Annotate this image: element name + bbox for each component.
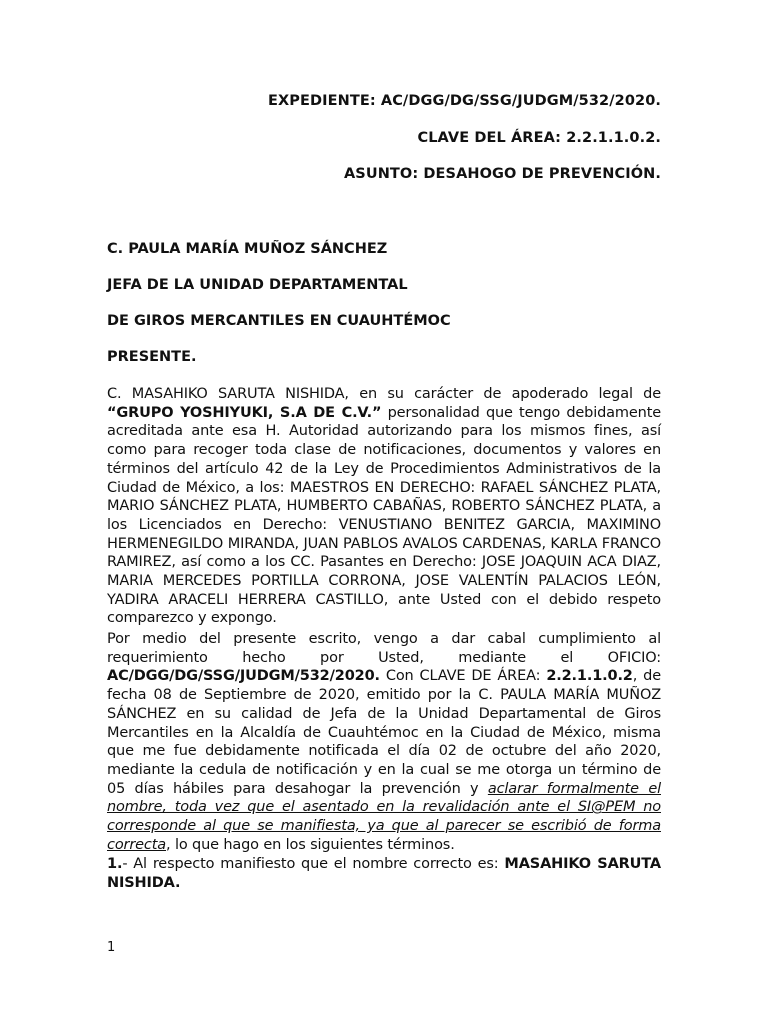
page-number: 1 [107, 940, 116, 955]
paragraph-1-text-a: C. MASAHIKO SARUTA NISHIDA, en su carácter de apoderado legal de [107, 386, 661, 402]
presente-line: PRESENTE. [107, 349, 197, 365]
paragraph-3-text: - Al respecto manifiesto que el nombre correcto es: [122, 856, 505, 872]
clave-number: 2.2.1.1.0.2 [546, 668, 633, 685]
emphasized-request: aclarar formalmente el nombre, toda vez que el asentado en la revalidación ante el SI@PEM no corresponde al que se manifiesta, ya que al parecer se escribió de forma correcta [107, 780, 661, 853]
paragraph-2-text-c: , de fecha 08 de Septiembre de 2020, emitido por la C. PAULA MARÍA MUÑOZ SÁNCHEZ en su calidad de Jefa de la Unidad Departamental de Giros Mercantiles en la Alcaldía de Cuauhtémoc en la Ciudad de México, misma que me fue debidamente notificada el día 02 de octubre del año 2020, mediante la cedula de notificación y en la cual se me otorga un término de 05 días hábiles para desahogar la prevención y [107, 668, 662, 797]
addressee-title-1: JEFA DE LA UNIDAD DEPARTAMENTAL [107, 277, 408, 293]
addressee-name: C. PAULA MARÍA MUÑOZ SÁNCHEZ [107, 241, 388, 257]
paragraph-compliance [107, 630, 661, 854]
paragraph-2-text-b: Con CLAVE DE ÁREA: [379, 668, 547, 685]
asunto-line: ASUNTO: DESAHOGO DE PREVENCIÓN. [343, 166, 661, 182]
clave-area-line: CLAVE DEL ÁREA: 2.2.1.1.0.2. [417, 130, 661, 146]
item-number: 1. [107, 856, 123, 872]
paragraph-declaration [107, 855, 661, 892]
correct-name: MASAHIKO SARUTA NISHIDA. [107, 856, 661, 891]
company-name: “GRUPO YOSHIYUKI, S.A DE C.V.” [107, 404, 382, 421]
paragraph-1-text-b: personalidad que tengo debidamente acreditada ante esa H. Autoridad autorizando para los mismos fines, así como para recoger toda clase de notificaciones, documentos y valores en términos del artículo 42 de la Ley de Procedimientos Administrativos de la Ciudad de México, a los: MAESTROS EN DERECHO: RAFAEL SÁNCHEZ PLATA, MARIO SÁNCHEZ PLATA, HUMBERTO CABAÑAS, ROBERTO SÁNCHEZ PLATA, a los Licenciados en Derecho: VENUSTIANO BENITEZ GARCIA, MAXIMINO HERMENEGILDO MIRANDA, JUAN PABLOS AVALOS CARDENAS, KARLA FRANCO RAMIREZ, así como a los CC. Pasantes en Derecho: JOSE JOAQUIN ACA DIAZ, MARIA MERCEDES PORTILLA CORRONA, JOSE VALENTÍN PALACIOS LEÓN, YADIRA ARACELI HERRERA CASTILLO, ante Usted con el debido respeto comparezco y expongo. [107, 404, 661, 627]
paragraph-2-text-a: Por medio del presente escrito, vengo a dar cabal cumplimiento al requerimiento hecho por Usted, mediante el OFICIO: [107, 631, 661, 666]
oficio-number: AC/DGG/DG/SSG/JUDGM/532/2020. [107, 668, 380, 685]
paragraph-2-text-d: , lo que hago en los siguientes términos. [166, 836, 455, 853]
paragraph-authorization [107, 385, 661, 628]
addressee-title-2: DE GIROS MERCANTILES EN CUAUHTÉMOC [107, 313, 451, 329]
expediente-line: EXPEDIENTE: AC/DGG/DG/SSG/JUDGM/532/2020. [267, 93, 661, 109]
